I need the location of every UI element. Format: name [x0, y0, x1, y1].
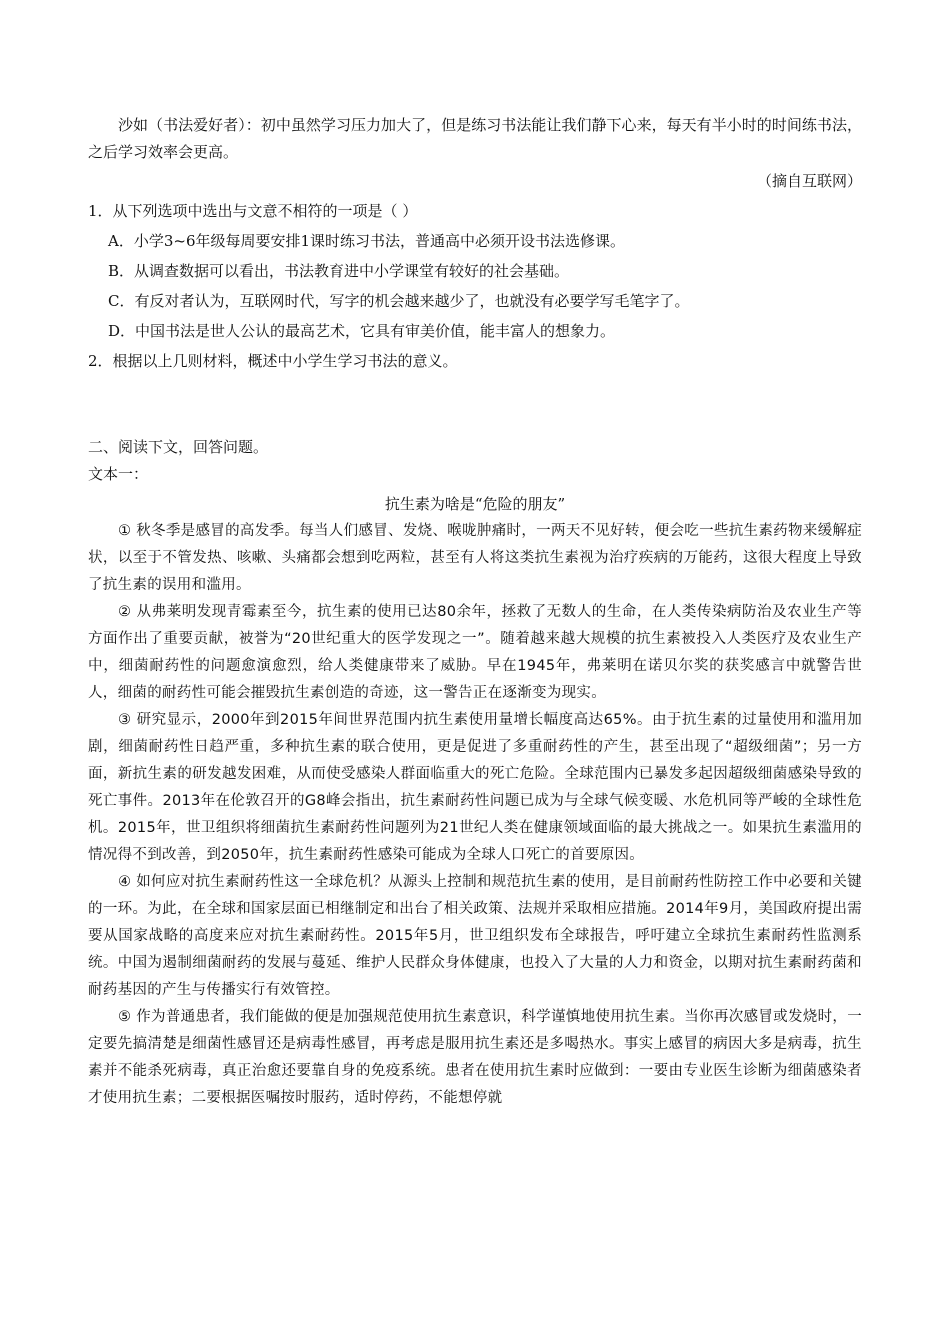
article-paragraph-5: ⑤ 作为普通患者，我们能做的便是加强规范使用抗生素意识，科学谨慎地使用抗生素。当你再次感冒或发烧时，一定要先搞清楚是细菌性感冒还是病毒性感冒，再考虑是服用抗生素还是多喝热水。事实上感冒的病因大多是病毒，抗生素并不能杀死病毒，真正治愈还要靠自身的免疫系统。患者在使用抗生素时应做到：一要由专业医生诊断为细菌感染者才使用抗生素；二要根据医嘱按时服药，适时停药，不能想停就: [88, 1009, 862, 1106]
article-paragraph-2: ② 从弗莱明发现青霉素至今，抗生素的使用已达80余年，拯救了无数人的生命，在人类传染病防治及农业生产等方面作出了重要贡献，被誉为“20世纪重大的医学发现之一”。随着越来越大规模的抗生素被投入人类医疗及农业生产中，细菌耐药性的问题愈演愈烈，给人类健康带来了威胁。早在1945年，弗莱明在诺贝尔奖的获奖感言中就警告世人，细菌的耐药性可能会摧毁抗生素创造的奇迹，这一警告正在逐渐变为现实。: [88, 604, 862, 701]
option-b: B．从调查数据可以看出，书法教育进中小学课堂有较好的社会基础。: [108, 262, 570, 280]
shaju-paragraph: 沙如（书法爱好者）：初中虽然学习压力加大了，但是练习书法能让我们静下心来，每天有半小时的时间练书法，之后学习效率会更高。: [88, 116, 862, 161]
text-label: 文本一：: [88, 465, 149, 483]
article-paragraph-4: ④ 如何应对抗生素耐药性这一全球危机？从源头上控制和规范抗生素的使用，是目前耐药性防控工作中必要和关键的一环。为此，在全球和国家层面已相继制定和出台了相关政策、法规并采取相应措施。2014年9月，美国政府提出需要从国家战略的高度来应对抗生素耐药性。2015年5月，世卫组织发布全球报告，呼吁建立全球抗生素耐药性监测系统。中国为遏制细菌耐药的发展与蔓延、维护人民群众身体健康，也投入了大量的人力和资金，以期对抗生素耐药菌和耐药基因的产生与传播实行有效管控。: [88, 874, 862, 998]
spacer: [88, 376, 862, 434]
source-note: （摘自互联网）: [756, 172, 862, 190]
article-paragraph-3: ③ 研究显示，2000年到2015年间世界范围内抗生素使用量增长幅度高达65%。由于抗生素的过量使用和滥用加剧，细菌耐药性日趋严重，多种抗生素的联合使用，更是促进了多重耐药性的产生，甚至出现了“超级细菌”；另一方面，新抗生素的研发越发困难，从而使受感染人群面临重大的死亡危险。全球范围内已暴发多起因超级细菌感染导致的死亡事件。2013年在伦敦召开的G8峰会指出，抗生素耐药性问题已成为与全球气候变暖、水危机同等严峻的全球性危机。2015年，世卫组织将细菌抗生素耐药性问题列为21世纪人类在健康领域面临的最大挑战之一。如果抗生素滥用的情况得不到改善，到2050年，抗生素耐药性感染可能成为全球人口死亡的首要原因。: [88, 712, 862, 863]
option-a: A．小学3~6年级每周要安排1课时练习书法，普通高中必须开设书法选修课。: [108, 232, 626, 250]
article-title: 抗生素为啥是“危险的朋友”: [384, 495, 566, 513]
option-c: C．有反对者认为，互联网时代，写字的机会越来越少了，也就没有必要学写毛笔字了。: [108, 292, 690, 310]
question-2: 2．根据以上几则材料，概述中小学生学习书法的意义。: [88, 352, 458, 370]
article-paragraph-1: ① 秋冬季是感冒的高发季。每当人们感冒、发烧、喉咙肿痛时，一两天不见好转，便会吃一些抗生素药物来缓解症状，以至于不管发热、咳嗽、头痛都会想到吃两粒，甚至有人将这类抗生素视为治疗疾病的万能药，这很大程度上导致了抗生素的误用和滥用。: [88, 523, 862, 593]
option-d: D．中国书法是世人公认的最高艺术，它具有审美价值，能丰富人的想象力。: [108, 322, 616, 340]
question-1: 1．从下列选项中选出与文意不相符的一项是（ ）: [88, 202, 418, 220]
document-page: [88, 112, 862, 1112]
section-heading: 二、阅读下文，回答问题。: [88, 438, 269, 456]
